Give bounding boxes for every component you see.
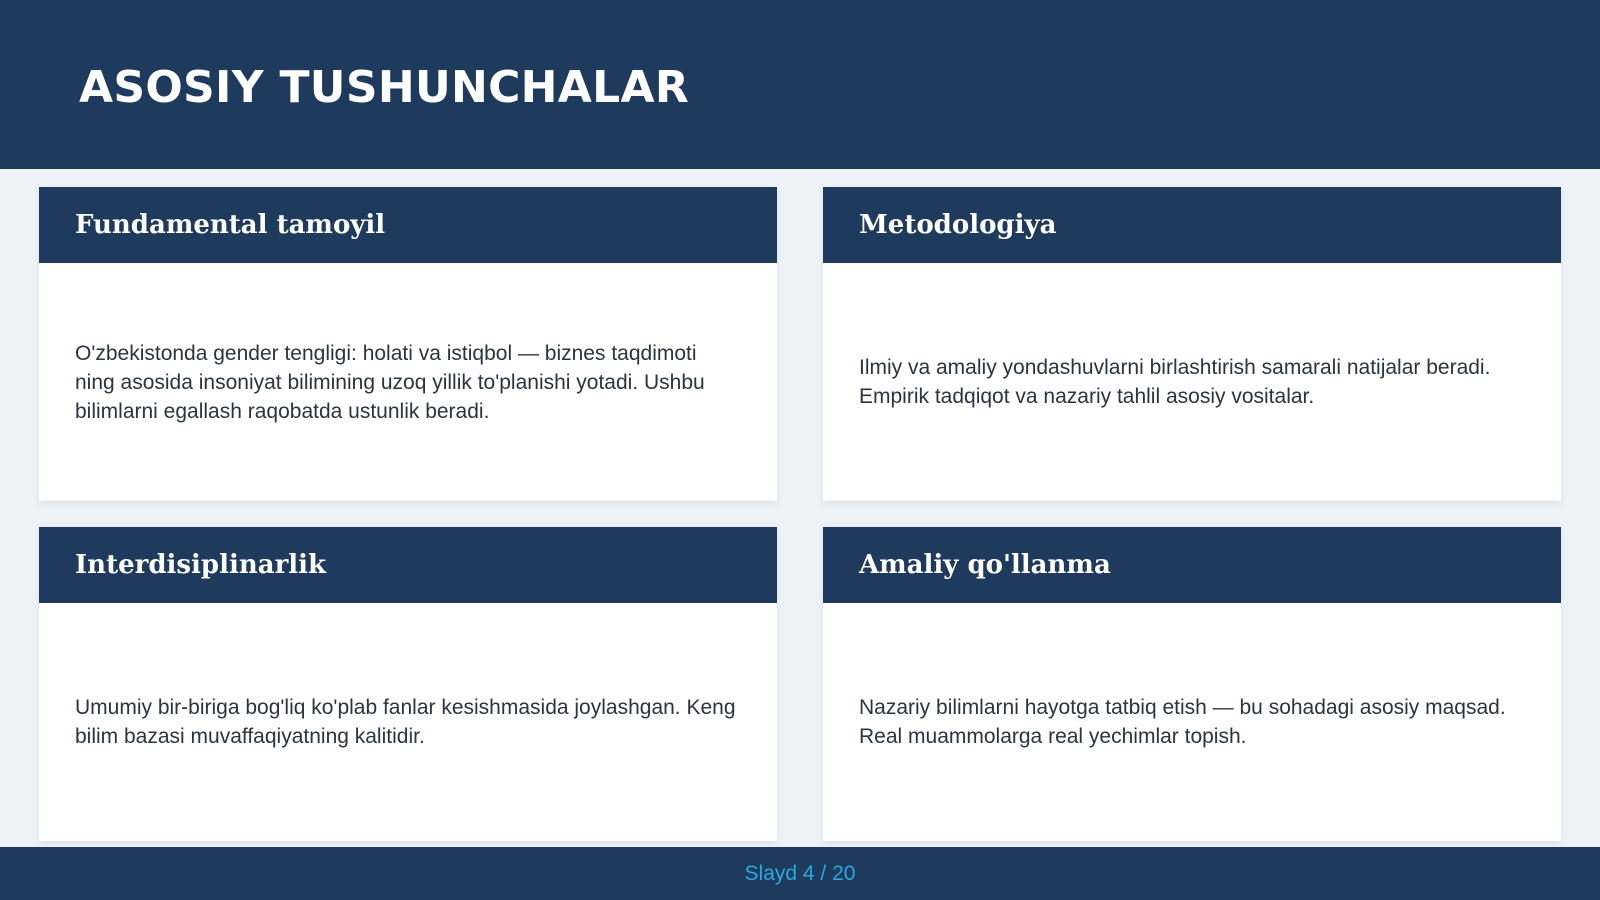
- slide-counter: Slayd 4 / 20: [744, 861, 856, 885]
- concept-card-interdisiplinarlik: [39, 527, 777, 841]
- card-header: [823, 527, 1561, 603]
- card-body: [823, 263, 1561, 501]
- slide-header: [0, 0, 1600, 169]
- card-title: Metodologiya: [859, 210, 1057, 240]
- card-title: Interdisiplinarlik: [75, 550, 327, 580]
- card-title: Fundamental tamoyil: [75, 210, 386, 240]
- concept-card-amaliy-qollanma: [823, 527, 1561, 841]
- card-header: [39, 187, 777, 263]
- card-header: [39, 527, 777, 603]
- concept-card-fundamental-tamoyil: [39, 187, 777, 501]
- card-title: Amaliy qo'llanma: [859, 550, 1111, 580]
- slide-footer: [0, 847, 1600, 900]
- card-body: [39, 263, 777, 501]
- card-text: O'zbekistonda gender tengligi: holati va istiqbol — biznes taqdimoti ning asosida insoniyat bilimining uzoq yillik to'planishi yotadi. Ushbu bilimlarni egallash raqobatda ustunlik beradi.: [75, 341, 705, 423]
- card-body: [823, 603, 1561, 841]
- card-body: [39, 603, 777, 841]
- slide-title: ASOSIY TUSHUNCHALAR: [79, 62, 690, 113]
- card-text: Umumiy bir-biriga bog'liq ko'plab fanlar kesishmasida joylashgan. Keng bilim bazasi muvaffaqiyatning kalitidir.: [75, 696, 736, 748]
- concept-card-metodologiya: [823, 187, 1561, 501]
- card-text: Ilmiy va amaliy yondashuvlarni birlashtirish samarali natijalar beradi. Empirik tadqiqot va nazariy tahlil asosiy vositalar.: [859, 356, 1491, 408]
- card-header: [823, 187, 1561, 263]
- card-text: Nazariy bilimlarni hayotga tatbiq etish — bu sohadagi asosiy maqsad. Real muammolarga real yechimlar topish.: [859, 696, 1506, 748]
